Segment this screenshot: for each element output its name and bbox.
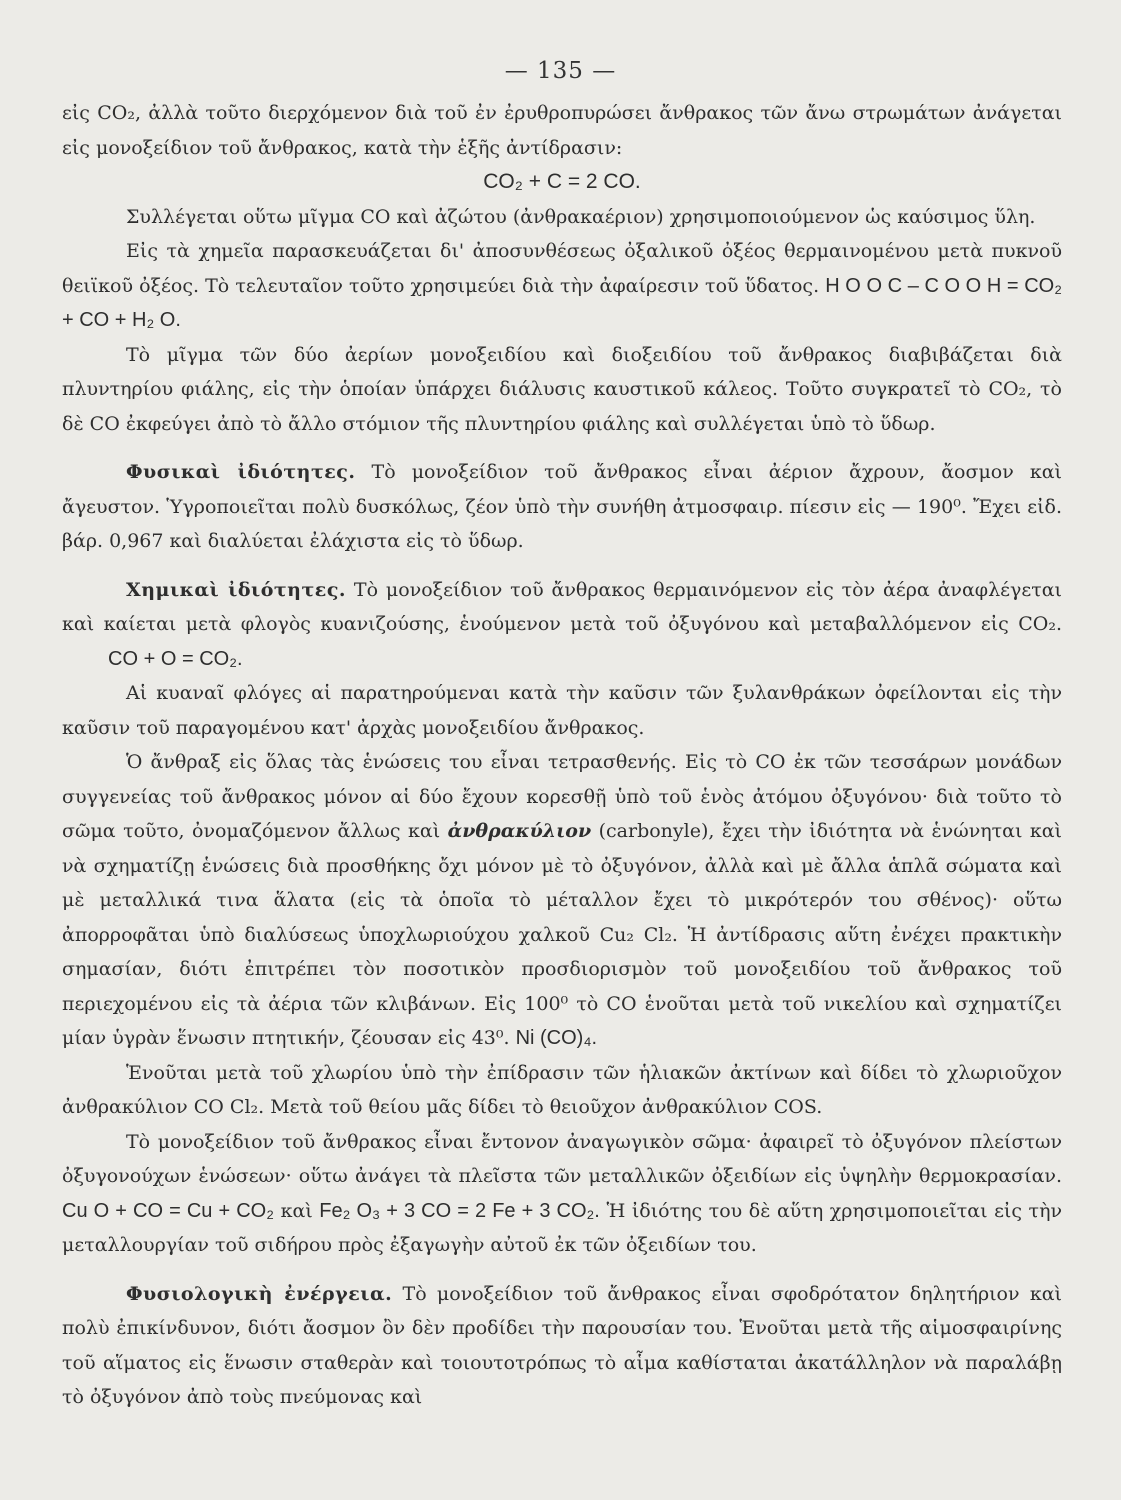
copper-reduction-formula: Cu O + CO = Cu + CO₂ bbox=[62, 1199, 274, 1222]
paragraph-6: Τὸ μονοξείδιον τοῦ ἄνθρακος θερμαινόμενον εἰς τὸν ἀέρα ἀναφλέγεται καὶ καίεται μετὰ φλογὸς κυανιζούσης, ἑνούμενον μετὰ τοῦ ὀξυγόνου καὶ μεταβαλλόμενον εἰς CO₂. bbox=[62, 578, 1062, 635]
paragraph-5: Τὸ μονοξείδιον τοῦ ἄνθρακος εἶναι ἀέριον ἄχρουν, ἄοσμον καὶ ἄγευστον. Ὑγροποιεῖται πολὺ δυσκόλως, ζέον ὑπὸ τὴν συνήθη ἀτμοσφαιρ. πίεσιν εἰς — 190⁰. Ἔχει εἰδ. βάρ. 0,967 καὶ διαλύεται ἐλάχιστα εἰς τὸ ὕδωρ. bbox=[62, 461, 1062, 552]
paragraph-10-text-c: Ἡ ἰδιότης του δὲ αὕτη χρησιμοποιεῖται εἰς τὴν μεταλλουργίαν τοῦ σιδήρου πρὸς ἐξαγωγὴν αὐτοῦ ἐκ τῶν ὀξειδίων του. bbox=[62, 1199, 1063, 1256]
paragraph-7: Αἱ κυαναῖ φλόγες αἱ παρατηρούμεναι κατὰ τὴν καῦσιν τῶν ξυλανθράκων ὀφείλονται εἰς τὴν καῦσιν τοῦ παραγομένου κατ' ἀρχὰς μονοξειδίου ἄνθρακος. bbox=[62, 682, 1062, 739]
paragraph-10-text-a: Τὸ μονοξείδιον τοῦ ἄνθρακος εἶναι ἔντονον ἀναγωγικὸν σῶμα· ἀφαιρεῖ τὸ ὀξυγόνον πλείστων ὀξυγονούχων ἑνώσεων· οὕτω ἀνάγει τὰ πλεῖστα τῶν μεταλλικῶν ὀξειδίων εἰς ὑψηλὴν θερμοκρασίαν. bbox=[62, 1130, 1062, 1187]
chemical-properties-section bbox=[62, 573, 1062, 677]
combustion-formula: CO + O = CO₂. bbox=[108, 647, 243, 670]
paragraph-8-text-b: (carbonyle), ἔχει τὴν ἰδιότητα νὰ ἑνώνηται καὶ νὰ σχηματίζῃ ἑνώσεις διὰ προσθήκης ὄχι μόνον μὲ τὸ ὀξυγόνον, ἀλλὰ καὶ μὲ ἄλλα ἁπλᾶ σώματα καὶ μὲ μεταλλικά τινα ἅλατα (εἰς τὰ ὁποῖα τὸ μέταλλον ἔχει τὸ μικρότερόν του σθένος)· οὕτω ἀπορροφᾶται ὑπὸ διαλύσεως ὑποχλωριούχου χαλκοῦ Cu₂ Cl₂. Ἡ ἀντίδρασις αὕτη ἐνέχει πρακτικὴν σημασίαν, διότι ἐπιτρέπει τὸν ποσοτικὸν προσδιορισμὸν τοῦ μονοξειδίου τοῦ ἄνθρακος τοῦ περιεχομένου εἰς τὰ ἀέρια τῶν κλιβάνων. Εἰς 100⁰ τὸ CO ἑνοῦται μετὰ τοῦ νικελίου καὶ σχηματίζει μίαν ὑγρὰν ἕνωσιν πτητικήν, ζέουσαν εἰς 43⁰. bbox=[62, 820, 1063, 1049]
body-text bbox=[62, 96, 1062, 1415]
paragraph-4: Τὸ μῖγμα τῶν δύο ἀερίων μονοξειδίου καὶ διοξειδίου τοῦ ἄνθρακος διαβιβάζεται διὰ πλυντηρίου φιάλης, εἰς τὴν ὁποίαν ὑπάρχει διάλυσις καυστικοῦ κάλεος. Τοῦτο συγκρατεῖ τὸ CO₂, τὸ δὲ CO ἐκφεύγει ἀπὸ τὸ ἄλλο στόμιον τῆς πλυντηρίου φιάλης καὶ συλλέγεται ὑπὸ τὸ ὕδωρ. bbox=[62, 343, 1062, 435]
carbonyl-term: ἀνθρακύλιον bbox=[447, 820, 592, 842]
paragraph-10 bbox=[62, 1125, 1062, 1263]
equation-co2-carbon: CO₂ + C = 2 CO. bbox=[483, 170, 641, 193]
section-heading-physiological: Φυσιολογικὴ ἐνέργεια. bbox=[126, 1282, 393, 1305]
paragraph-3-text: Εἰς τὰ χημεῖα παρασκευάζεται δι' ἀποσυνθέσεως ὀξαλικοῦ ὀξέος θερμαινομένου μετὰ πυκνοῦ θειϊκοῦ ὀξέος. Τὸ τελευταῖον τοῦτο χρησιμεύει διὰ τὴν ἀφαίρεσιν τοῦ ὕδατος. bbox=[62, 240, 1062, 297]
paragraph-3 bbox=[62, 234, 1062, 338]
paragraph-8-text-a: Ὁ ἄνθραξ εἰς ὅλας τὰς ἑνώσεις του εἶναι τετρασθενής. Εἰς τὸ CO ἐκ τῶν τεσσάρων μονάδων συγγενείας τοῦ ἄνθρακος μόνον αἱ δύο ἔχουν κορεσθῇ ὑπὸ τοῦ ἑνὸς ἀτόμου ὀξυγόνου· διὰ τοῦτο τὸ σῶμα τοῦτο, ὀνομαζόμενον ἄλλως καὶ bbox=[62, 751, 1062, 842]
iron-reduction-formula: Fe₂ O₃ + 3 CO = 2 Fe + 3 CO₂. bbox=[319, 1199, 600, 1222]
paragraph-10-text-b: καὶ bbox=[280, 1199, 313, 1222]
section-heading-physical: Φυσικαὶ ἰδιότητες. bbox=[126, 461, 356, 483]
paragraph-9: Ἑνοῦται μετὰ τοῦ χλωρίου ὑπὸ τὴν ἐπίδρασιν τῶν ἡλιακῶν ἀκτίνων καὶ δίδει τὸ χλωριοῦχον ἀνθρακύλιον CO Cl₂. Μετὰ τοῦ θείου μᾶς δίδει τὸ θειοῦχον ἀνθρακύλιον COS. bbox=[62, 1061, 1062, 1118]
paragraph-2: Συλλέγεται οὕτω μῖγμα CO καὶ ἀζώτου (ἀνθρακαέριον) χρησιμοποιούμενον ὡς καύσιμος ὕλη. bbox=[126, 205, 1036, 228]
physiological-section bbox=[62, 1277, 1062, 1415]
section-heading-chemical: Χημικαὶ ἰδιότητες. bbox=[126, 578, 347, 601]
paragraph-11: Τὸ μονοξείδιον τοῦ ἄνθρακος εἶναι σφοδρότατον δηλητήριον καὶ πολὺ ἐπικίνδυνον, διότι ἄοσμον ὂν δὲν προδίδει τὴν παρουσίαν του. Ἑνοῦται μετὰ τῆς αἱμοσφαιρίνης τοῦ αἵματος εἰς ἕνωσιν σταθερὰν καὶ τοιουτοτρόπως τὸ αἷμα καθίσταται ἀκατάλληλον νὰ παραλάβῃ τὸ ὀξυγόνον ἀπὸ τοὺς πνεύμονας καὶ bbox=[62, 1282, 1062, 1408]
page-number: — 135 — bbox=[504, 58, 617, 84]
physical-properties-section bbox=[62, 455, 1062, 559]
nickel-carbonyl-formula: Ni (CO)₄. bbox=[515, 1027, 598, 1049]
paragraph-8 bbox=[62, 745, 1062, 1056]
paragraph-1: εἰς CO₂, ἀλλὰ τοῦτο διερχόμενον διὰ τοῦ ἐν ἐρυθροπυρώσει ἄνθρακος τῶν ἄνω στρωμάτων ἀνάγεται εἰς μονοξείδιον τοῦ ἄνθρακος, κατὰ τὴν ἑξῆς ἀντίδρασιν: bbox=[62, 102, 1062, 159]
oxalic-acid-formula: H O O C – C O O H = CO₂ + CO + H₂ O. bbox=[62, 274, 1062, 331]
